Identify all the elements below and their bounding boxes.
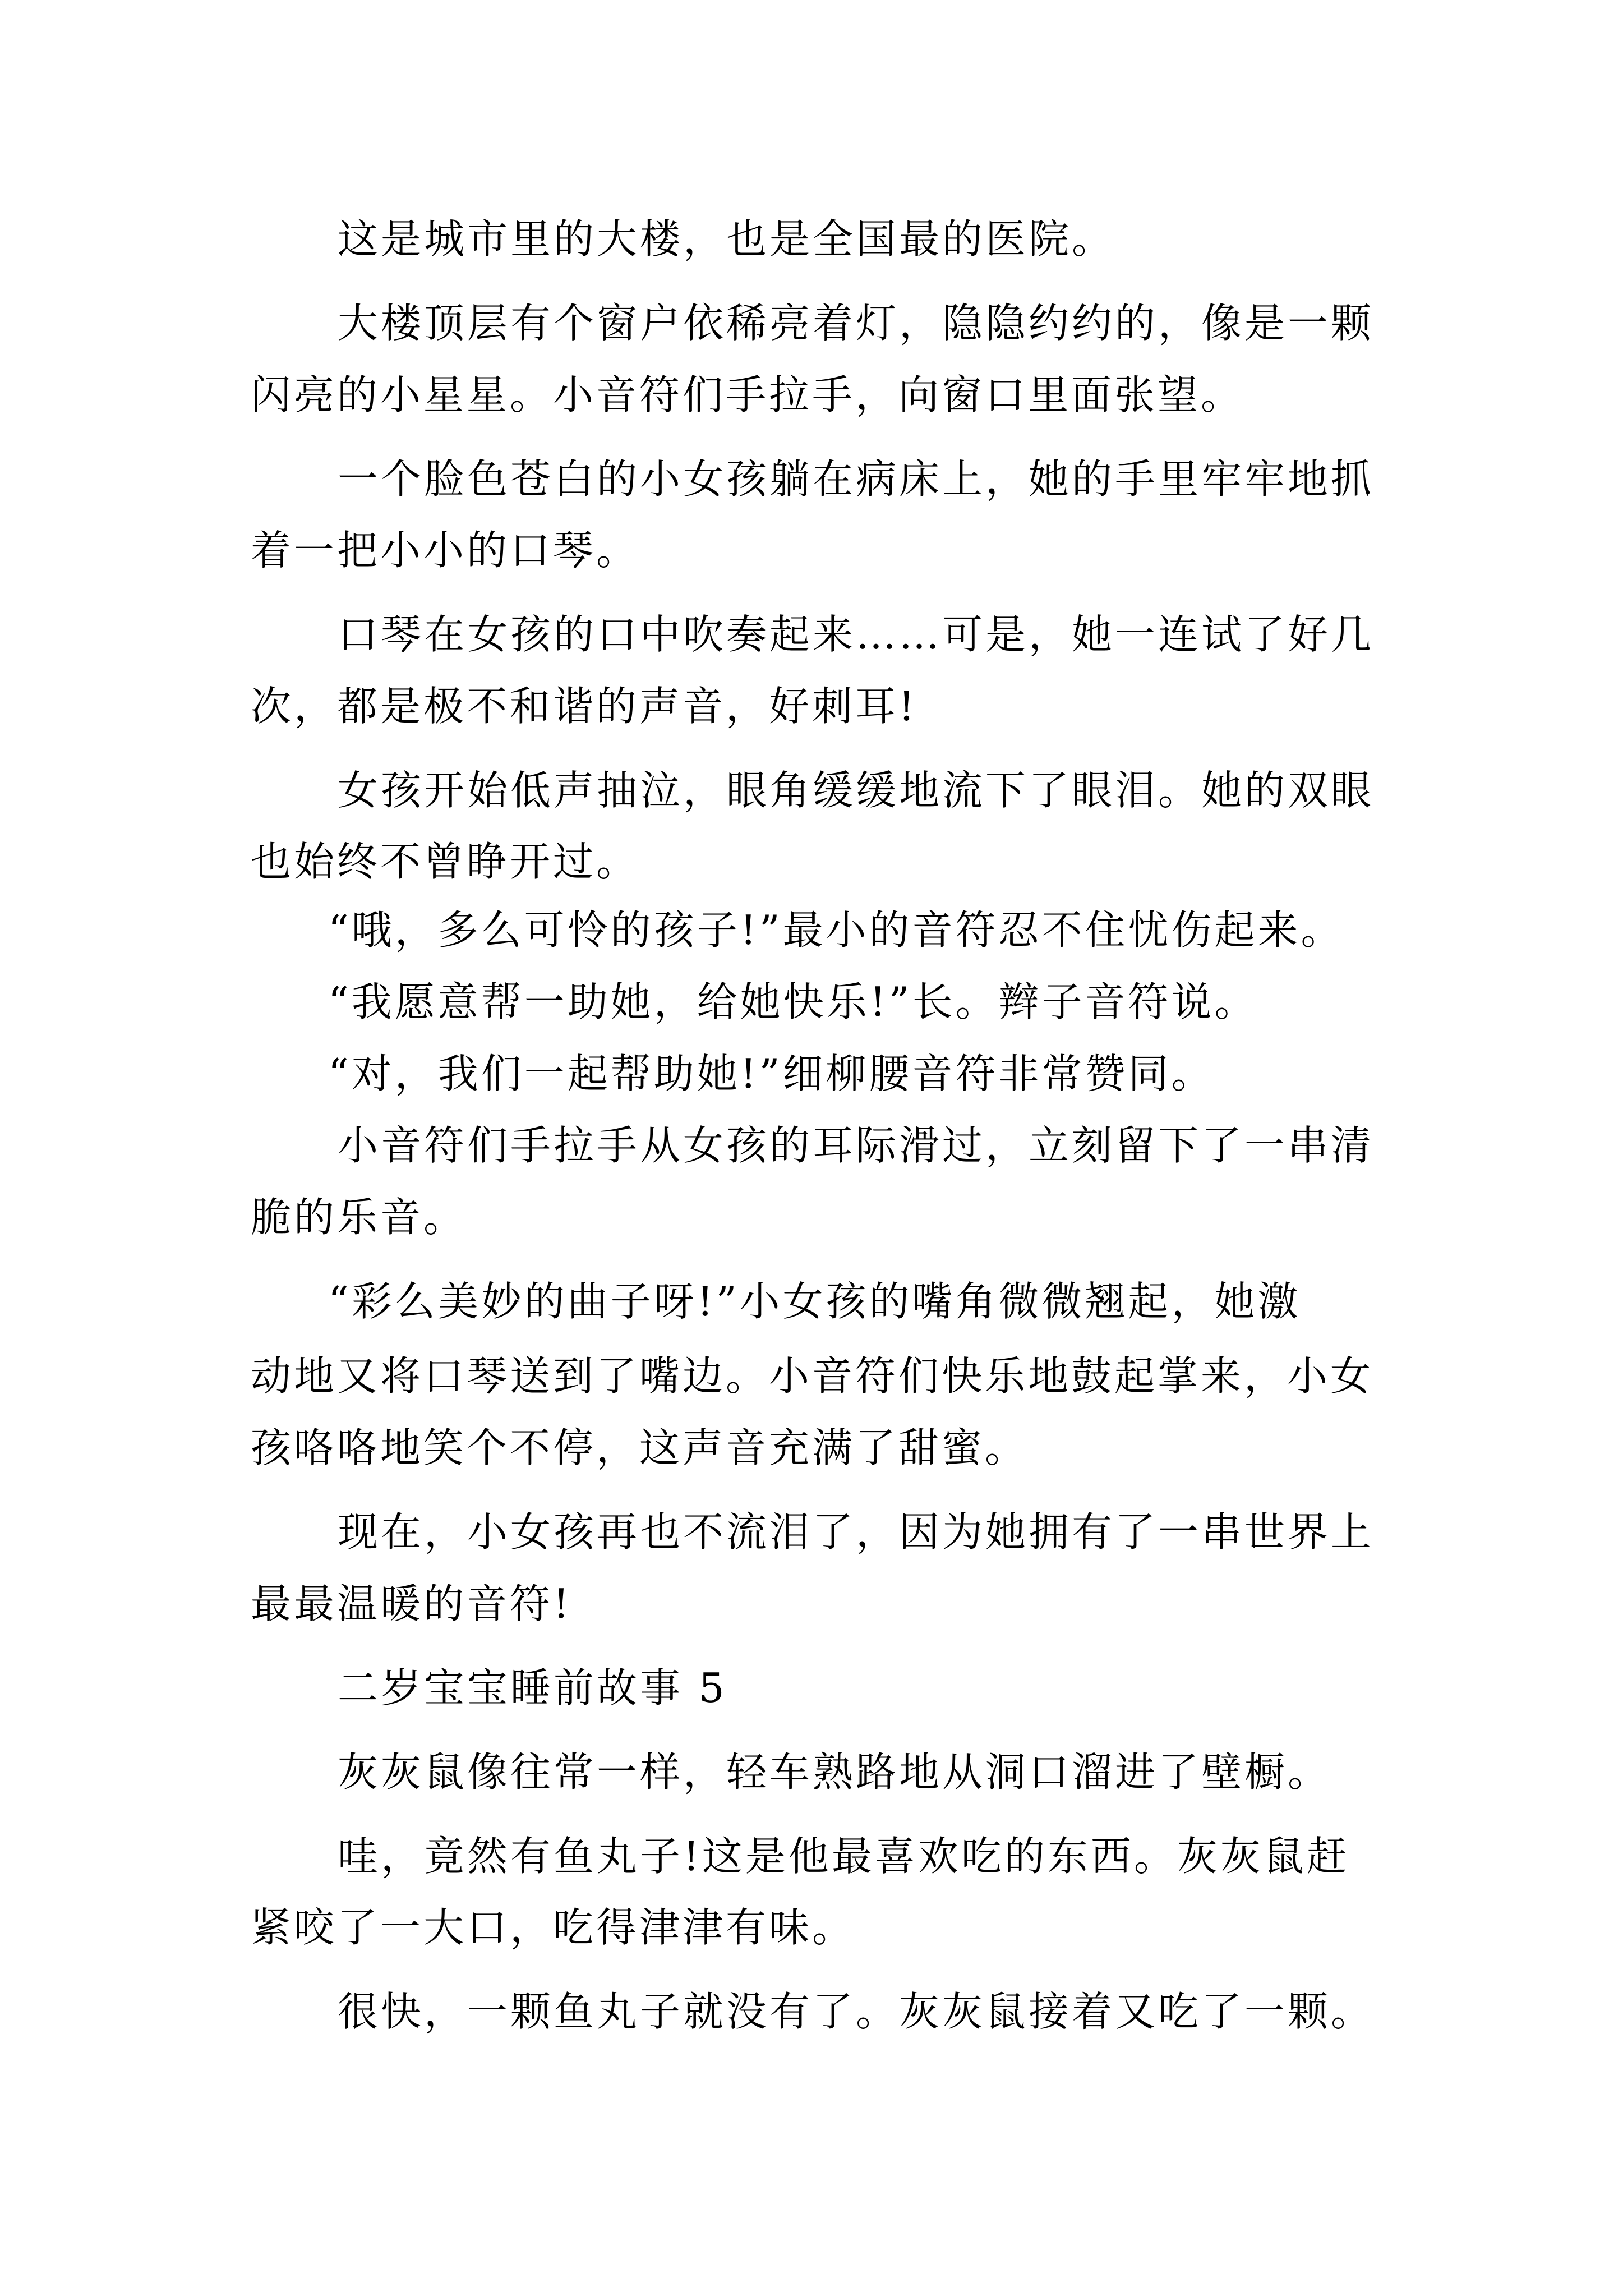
- text-line: 次，都是极不和谐的声音，好刺耳!: [251, 683, 917, 730]
- text-line: 脆的乐音。: [251, 1194, 467, 1241]
- text-line: 动地又将口琴送到了嘴边。小音符们快乐地鼓起掌来，小女: [251, 1352, 1374, 1400]
- text-line: 这是城市里的大楼，也是全国最的医院。: [338, 215, 1115, 263]
- text-line: 着一把小小的口琴。: [251, 527, 640, 574]
- text-line: “我愿意帮一助她，给她快乐!”长。辫子音符说。: [328, 978, 1258, 1025]
- text-line: 小音符们手拉手从女孩的耳际滑过，立刻留下了一串清: [338, 1122, 1375, 1169]
- text-line: 口琴在女孩的口中吹奏起来……可是，她一连试了好几: [338, 611, 1375, 658]
- text-line: 也始终不曾睁开过。: [251, 838, 640, 885]
- text-line: “对，我们一起帮助她!”细柳腰音符非常赞同。: [328, 1050, 1215, 1097]
- text-line: 灰灰鼠像往常一样，轻车熟路地从洞口溜进了壁橱。: [338, 1749, 1331, 1796]
- text-line: 哇，竟然有鱼丸子!这是他最喜欢吃的东西。灰灰鼠赶: [338, 1833, 1350, 1880]
- text-line: 很快，一颗鱼丸子就没有了。灰灰鼠接着又吃了一颗。: [338, 1988, 1375, 2035]
- text-line: 一个脸色苍白的小女孩躺在病床上，她的手里牢牢地抓: [338, 455, 1375, 503]
- text-line: 紧咬了一大口，吃得津津有味。: [251, 1904, 856, 1951]
- text-line: 闪亮的小星星。小音符们手拉手，向窗口里面张望。: [251, 371, 1244, 418]
- text-line: “哦，多么可怜的孩子!”最小的音符忍不住忧伤起来。: [328, 907, 1344, 954]
- text-line: 最最温暖的音符!: [251, 1580, 572, 1627]
- text-line: “彩么美妙的曲子呀!”小女孩的嘴角微微翘起，她激: [328, 1278, 1301, 1325]
- text-line: 大楼顶层有个窗户依稀亮着灯，隐隐约约的，像是一颗: [338, 300, 1375, 347]
- section-heading: 二岁宝宝睡前故事 5: [338, 1664, 727, 1711]
- text-line: 女孩开始低声抽泣，眼角缓缓地流下了眼泪。她的双眼: [338, 767, 1375, 814]
- text-line: 现在，小女孩再也不流泪了，因为她拥有了一串世界上: [338, 1508, 1375, 1556]
- text-line: 孩咯咯地笑个不停，这声音充满了甜蜜。: [251, 1424, 1029, 1471]
